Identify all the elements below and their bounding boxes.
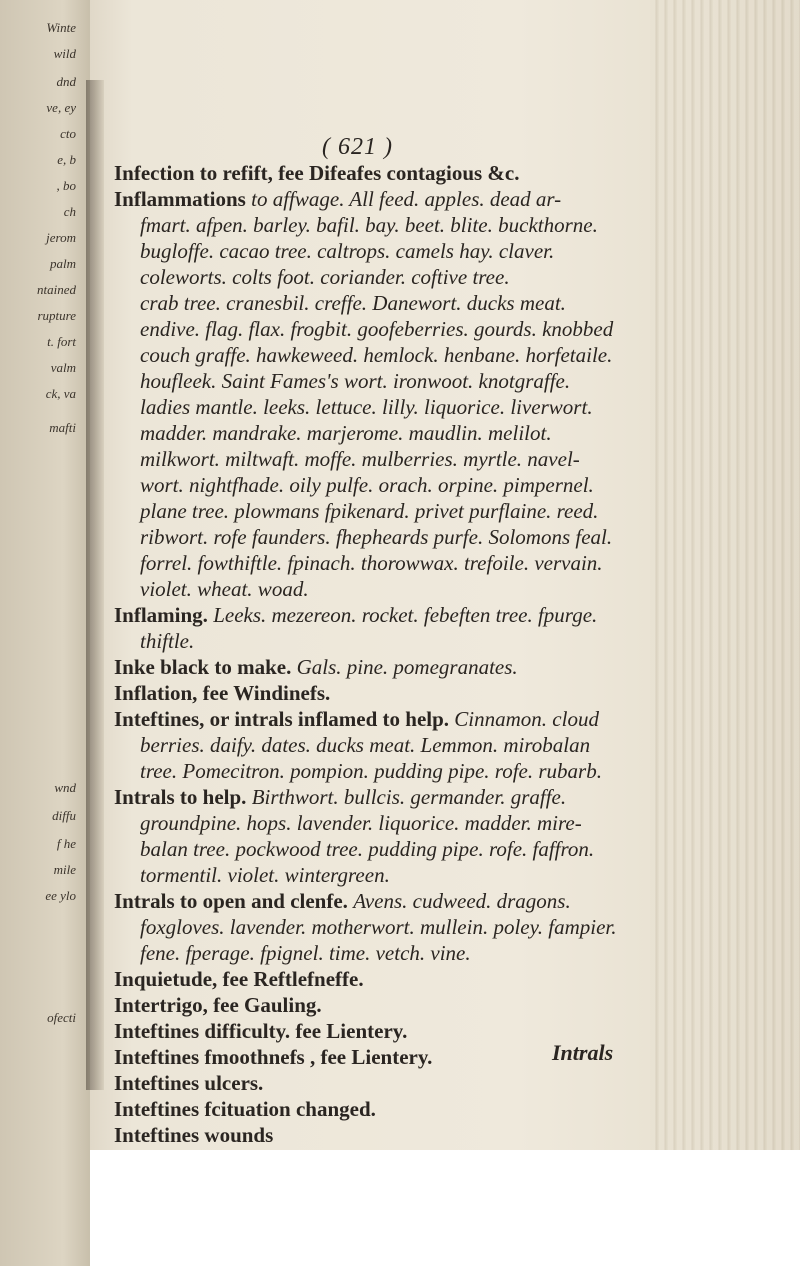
entry-text-line: endive. flag. flax. frogbit. goofeberries. gourds. knobbed xyxy=(140,317,614,341)
margin-fragment: f he xyxy=(56,836,76,851)
blank-margin xyxy=(90,1150,800,1266)
entry-heading: Inteftines ulcers. xyxy=(114,1071,264,1095)
entry-text-line: tree. Pomecitron. pompion. pudding pipe. rofe. rubarb. xyxy=(140,759,602,783)
catchword: Intrals xyxy=(552,1040,614,1065)
index-entry xyxy=(114,1122,674,1148)
margin-fragment: t. fort xyxy=(47,334,76,349)
entry-text-line: ladies mantle. leeks. lettuce. lilly. liquorice. liverwort. xyxy=(140,395,593,419)
margin-fragment: ee ylo xyxy=(45,888,76,903)
entry-heading: Inteftines, or intrals inflamed to help. xyxy=(114,707,450,731)
margin-fragment: palm xyxy=(50,256,76,271)
entry-heading: Intrals to help. xyxy=(114,785,247,809)
margin-fragment: Winte xyxy=(46,20,76,35)
index-entry xyxy=(114,992,674,1018)
index-entry xyxy=(114,1096,674,1122)
entry-text-line: plane tree. plowmans fpikenard. privet purflaine. reed. xyxy=(140,499,599,523)
margin-fragment: ch xyxy=(63,204,76,219)
entry-heading: Inflation, fee Windinefs. xyxy=(114,681,331,705)
index-entry xyxy=(114,966,674,992)
entry-text-line: violet. wheat. woad. xyxy=(140,577,309,601)
index-entry xyxy=(114,706,674,784)
entry-text-line: fene. fperage. fpignel. time. vetch. vine. xyxy=(140,941,471,965)
entry-text-line: Cinnamon. cloud xyxy=(454,707,599,731)
entry-text-line: to affwage. All feed. apples. dead ar- xyxy=(251,187,562,211)
index-entry xyxy=(114,784,674,888)
facing-page-edge xyxy=(0,0,92,1266)
index-entry xyxy=(114,1070,674,1096)
entry-text-line: crab tree. cranesbil. creffe. Danewort. ducks meat. xyxy=(140,291,566,315)
entry-heading: Intrals to open and clenfe. xyxy=(114,889,348,913)
entry-text-line: Birthwort. bullcis. germander. graffe. xyxy=(251,785,567,809)
entry-text-line: thiftle. xyxy=(140,629,195,653)
entry-text-line: Avens. cudweed. dragons. xyxy=(353,889,571,913)
entry-heading: Intertrigo, fee Gauling. xyxy=(114,993,322,1017)
entry-text-line: fmart. afpen. barley. bafil. bay. beet. blite. buckthorne. xyxy=(140,213,598,237)
margin-fragment: ofecti xyxy=(47,1010,76,1025)
entry-text-line: coleworts. colts foot. coriander. coftive tree. xyxy=(140,265,510,289)
entry-heading: Infection to refift, fee Difeafes contagious &c. xyxy=(114,161,520,185)
margin-fragment: jerom xyxy=(46,230,76,245)
margin-fragment: diffu xyxy=(52,808,76,823)
index-entry xyxy=(114,654,674,680)
index-entries xyxy=(114,130,674,1148)
index-entry xyxy=(114,186,674,602)
entry-text-line: balan tree. pockwood tree. pudding pipe. rofe. faffron. xyxy=(140,837,595,861)
margin-fragment: ck, va xyxy=(45,386,76,401)
entry-text-line: couch graffe. hawkeweed. hemlock. henbane. horfetaile. xyxy=(140,343,613,367)
entry-text-line: tormentil. violet. wintergreen. xyxy=(140,863,390,887)
margin-fragment: ntained xyxy=(37,282,76,297)
entry-text-line: wort. nightfhade. oily pulfe. orach. orpine. pimpernel. xyxy=(140,473,594,497)
margin-fragment: e, b xyxy=(57,152,76,167)
index-entry xyxy=(114,160,674,186)
entry-text-line: houfleek. Saint Fames's wort. ironwoot. knotgraffe. xyxy=(140,369,571,393)
margin-fragment: mile xyxy=(53,862,76,877)
entry-heading: Inteftines difficulty. fee Lientery. xyxy=(114,1019,408,1043)
page-number: ( 621 ) xyxy=(322,134,393,160)
margin-fragment: cto xyxy=(60,126,76,141)
entry-heading: Inke black to make. xyxy=(114,655,292,679)
entry-heading: Inteftines fmoothnefs , fee Lientery. xyxy=(114,1045,433,1069)
entry-heading: Inflammations xyxy=(114,187,246,211)
margin-fragment: , bo xyxy=(56,178,76,193)
book-spine-shadow xyxy=(86,80,104,1090)
entry-text-line: Gals. pine. pomegranates. xyxy=(296,655,518,679)
margin-fragment: dnd xyxy=(56,74,76,89)
entry-text-line: milkwort. miltwaft. moffe. mulberries. myrtle. navel- xyxy=(140,447,580,471)
entry-heading: Inteftines wounds xyxy=(114,1123,274,1147)
margin-fragment: valm xyxy=(50,360,76,375)
entry-heading: Inflaming. xyxy=(114,603,208,627)
index-entry xyxy=(114,888,674,966)
index-entry xyxy=(114,602,674,654)
entry-text-line: foxgloves. lavender. motherwort. mullein. poley. fampier. xyxy=(140,915,617,939)
entry-text-line: madder. mandrake. marjerome. maudlin. melilot. xyxy=(140,421,552,445)
margin-fragment: wild xyxy=(53,46,76,61)
margin-fragment: wnd xyxy=(54,780,76,795)
entry-text-line: ribwort. rofe faunders. fhepheards purfe. Solomons feal. xyxy=(140,525,613,549)
margin-fragment: ve, ey xyxy=(46,100,76,115)
margin-fragment: mafti xyxy=(49,420,76,435)
entry-heading: Inteftines fcituation changed. xyxy=(114,1097,376,1121)
entry-text-line: forrel. fowthiftle. fpinach. thorowwax. trefoile. vervain. xyxy=(140,551,603,575)
entry-text-line: berries. daify. dates. ducks meat. Lemmon. mirobalan xyxy=(140,733,591,757)
entry-text-line: groundpine. hops. lavender. liquorice. madder. mire- xyxy=(140,811,582,835)
entry-text-line: Leeks. mezereon. rocket. febeften tree. fpurge. xyxy=(213,603,598,627)
index-entry xyxy=(114,680,674,706)
entry-text-line: bugloffe. cacao tree. caltrops. camels hay. claver. xyxy=(140,239,555,263)
entry-heading: Inquietude, fee Reftlefneffe. xyxy=(114,967,364,991)
margin-fragment: rupture xyxy=(37,308,76,323)
